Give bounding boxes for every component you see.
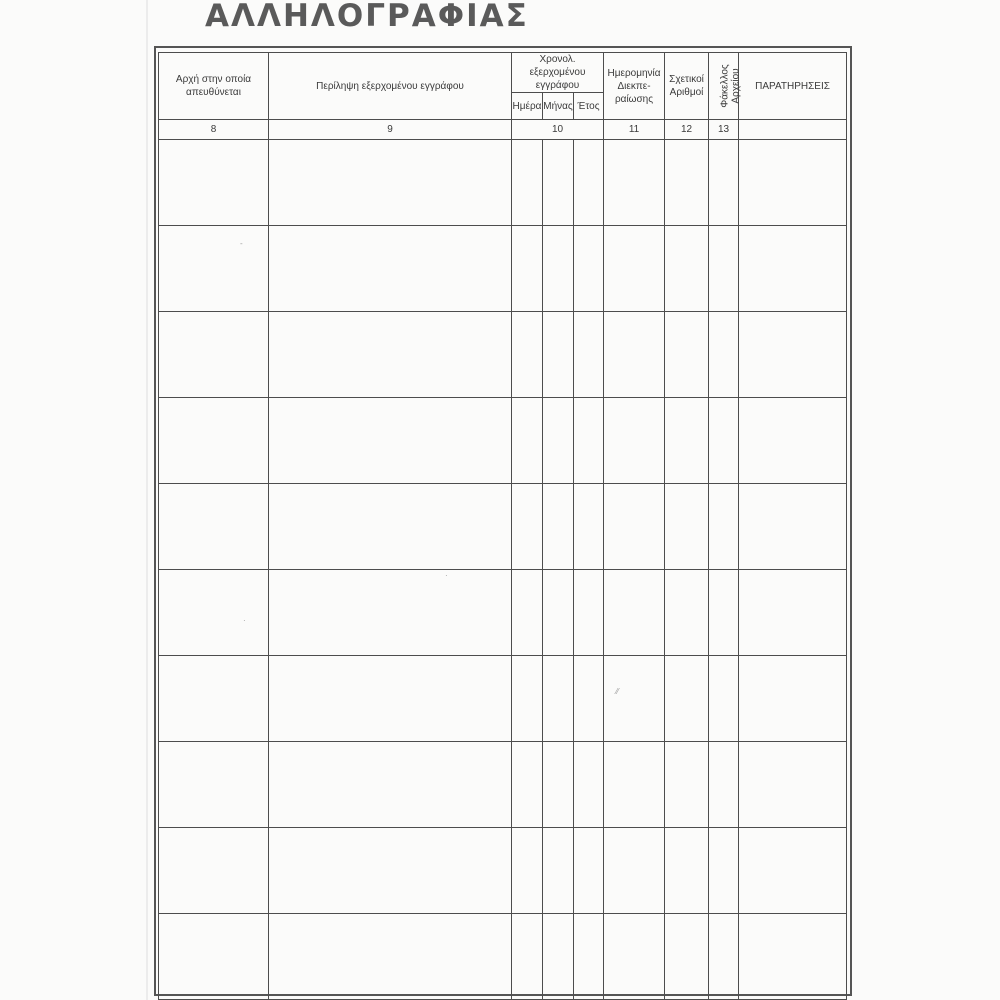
cell-archive-folder[interactable] [709, 484, 739, 570]
cell-year[interactable] [574, 656, 604, 742]
cell-day[interactable] [512, 656, 543, 742]
cell-summary[interactable] [269, 484, 512, 570]
cell-related-numbers[interactable] [665, 226, 709, 312]
header-summary: Περίληψη εξερχομένου εγγράφου [269, 53, 512, 120]
cell-summary[interactable] [269, 312, 512, 398]
header-archive-folder-label: Φάκελλος Αρχείου [719, 63, 742, 108]
cell-remarks[interactable] [739, 226, 847, 312]
correspondence-register-table [158, 52, 847, 1000]
cell-authority[interactable] [159, 484, 269, 570]
cell-month[interactable] [543, 742, 574, 828]
cell-remarks[interactable] [739, 484, 847, 570]
cell-remarks[interactable] [739, 742, 847, 828]
cell-processing-date[interactable] [604, 742, 665, 828]
cell-month[interactable] [543, 570, 574, 656]
cell-related-numbers[interactable] [665, 140, 709, 226]
cell-day[interactable] [512, 570, 543, 656]
cell-year[interactable] [574, 828, 604, 914]
cell-day[interactable] [512, 226, 543, 312]
table-row [159, 742, 847, 828]
header-day: Ημέρα [512, 93, 543, 120]
cell-day[interactable] [512, 312, 543, 398]
table-row [159, 140, 847, 226]
table-row [159, 312, 847, 398]
scan-speck: · [445, 571, 448, 580]
table-row [159, 570, 847, 656]
cell-archive-folder[interactable] [709, 828, 739, 914]
cell-year[interactable] [574, 742, 604, 828]
cell-authority[interactable] [159, 656, 269, 742]
cell-month[interactable] [543, 484, 574, 570]
cell-remarks[interactable] [739, 656, 847, 742]
cell-year[interactable] [574, 484, 604, 570]
header-related-numbers: Σχετικοί Αριθμοί [665, 53, 709, 120]
cell-archive-folder[interactable] [709, 398, 739, 484]
cell-related-numbers[interactable] [665, 742, 709, 828]
cell-year[interactable] [574, 140, 604, 226]
cell-month[interactable] [543, 914, 574, 1000]
scan-speck: · [243, 616, 246, 625]
cell-remarks[interactable] [739, 570, 847, 656]
cell-remarks[interactable] [739, 914, 847, 1000]
cell-authority[interactable] [159, 914, 269, 1000]
cell-summary[interactable] [269, 226, 512, 312]
table-row [159, 226, 847, 312]
cell-related-numbers[interactable] [665, 828, 709, 914]
cell-authority[interactable] [159, 140, 269, 226]
cell-remarks[interactable] [739, 398, 847, 484]
cell-year[interactable] [574, 312, 604, 398]
cell-related-numbers[interactable] [665, 570, 709, 656]
cell-summary[interactable] [269, 140, 512, 226]
cell-archive-folder[interactable] [709, 570, 739, 656]
cell-processing-date[interactable] [604, 140, 665, 226]
cell-archive-folder[interactable] [709, 656, 739, 742]
entry-rows [159, 140, 847, 1000]
table-row [159, 828, 847, 914]
cell-authority[interactable] [159, 742, 269, 828]
table-row [159, 914, 847, 1000]
cell-summary[interactable] [269, 570, 512, 656]
header-archive-folder [709, 53, 742, 120]
cell-archive-folder[interactable] [709, 914, 739, 1000]
table-row [159, 398, 847, 484]
cell-month[interactable] [543, 226, 574, 312]
cell-day[interactable] [512, 914, 543, 1000]
cell-year[interactable] [574, 914, 604, 1000]
cell-archive-folder[interactable] [709, 742, 739, 828]
cell-processing-date[interactable] [604, 226, 665, 312]
scan-speck: ⁄⁄ [616, 687, 619, 696]
cell-year[interactable] [574, 570, 604, 656]
cell-related-numbers[interactable] [665, 312, 709, 398]
cell-authority[interactable] [159, 570, 269, 656]
header-year: Έτος [574, 93, 604, 120]
cell-remarks[interactable] [739, 140, 847, 226]
cell-day[interactable] [512, 828, 543, 914]
cell-processing-date[interactable] [604, 484, 665, 570]
header-authority: Αρχή στην οποία απευθύνεται [159, 53, 269, 120]
cell-processing-date[interactable] [604, 828, 665, 914]
cell-authority[interactable] [159, 828, 269, 914]
cell-month[interactable] [543, 140, 574, 226]
cell-remarks[interactable] [739, 312, 847, 398]
cell-summary[interactable] [269, 656, 512, 742]
cell-processing-date[interactable] [604, 656, 665, 742]
table-row [159, 656, 847, 742]
header-month: Μήνας [543, 93, 574, 120]
column-number-10: 10 [512, 120, 604, 140]
cell-archive-folder[interactable] [709, 226, 739, 312]
cell-summary[interactable] [269, 828, 512, 914]
cell-month[interactable] [543, 656, 574, 742]
cell-processing-date[interactable] [604, 398, 665, 484]
column-number-11: 11 [604, 120, 665, 140]
cell-authority[interactable] [159, 226, 269, 312]
page-title: ΑΛΛΗΛΟΓΡΑΦΙΑΣ [205, 0, 529, 34]
cell-summary[interactable] [269, 742, 512, 828]
cell-archive-folder[interactable] [709, 140, 739, 226]
cell-authority[interactable] [159, 312, 269, 398]
cell-year[interactable] [574, 226, 604, 312]
cell-day[interactable] [512, 742, 543, 828]
cell-processing-date[interactable] [604, 914, 665, 1000]
cell-related-numbers[interactable] [665, 914, 709, 1000]
cell-day[interactable] [512, 398, 543, 484]
header-row-top [159, 53, 847, 93]
cell-day[interactable] [512, 140, 543, 226]
column-number-8: 8 [159, 120, 269, 140]
cell-month[interactable] [543, 312, 574, 398]
cell-authority[interactable] [159, 398, 269, 484]
cell-month[interactable] [543, 398, 574, 484]
cell-related-numbers[interactable] [665, 656, 709, 742]
cell-related-numbers[interactable] [665, 484, 709, 570]
header-processing-date: Ημερομηνία Διεκπε- ραίωσης [604, 53, 665, 120]
cell-month[interactable] [543, 828, 574, 914]
table-row [159, 484, 847, 570]
header-remarks: ΠΑΡΑΤΗΡΗΣΕΙΣ [739, 53, 847, 120]
cell-processing-date[interactable] [604, 312, 665, 398]
column-number-row [159, 120, 847, 140]
cell-archive-folder[interactable] [709, 312, 739, 398]
cell-year[interactable] [574, 398, 604, 484]
cell-processing-date[interactable] [604, 570, 665, 656]
cell-summary[interactable] [269, 398, 512, 484]
column-number-12: 12 [665, 120, 709, 140]
scan-speck: - [240, 239, 243, 248]
page-fold-shadow [146, 0, 148, 1000]
header-date-group: Χρονολ. εξερχομένου εγγράφου [512, 53, 604, 93]
column-number-remarks [739, 120, 847, 140]
column-number-13: 13 [709, 120, 739, 140]
cell-summary[interactable] [269, 914, 512, 1000]
cell-remarks[interactable] [739, 828, 847, 914]
cell-day[interactable] [512, 484, 543, 570]
cell-related-numbers[interactable] [665, 398, 709, 484]
column-number-9: 9 [269, 120, 512, 140]
